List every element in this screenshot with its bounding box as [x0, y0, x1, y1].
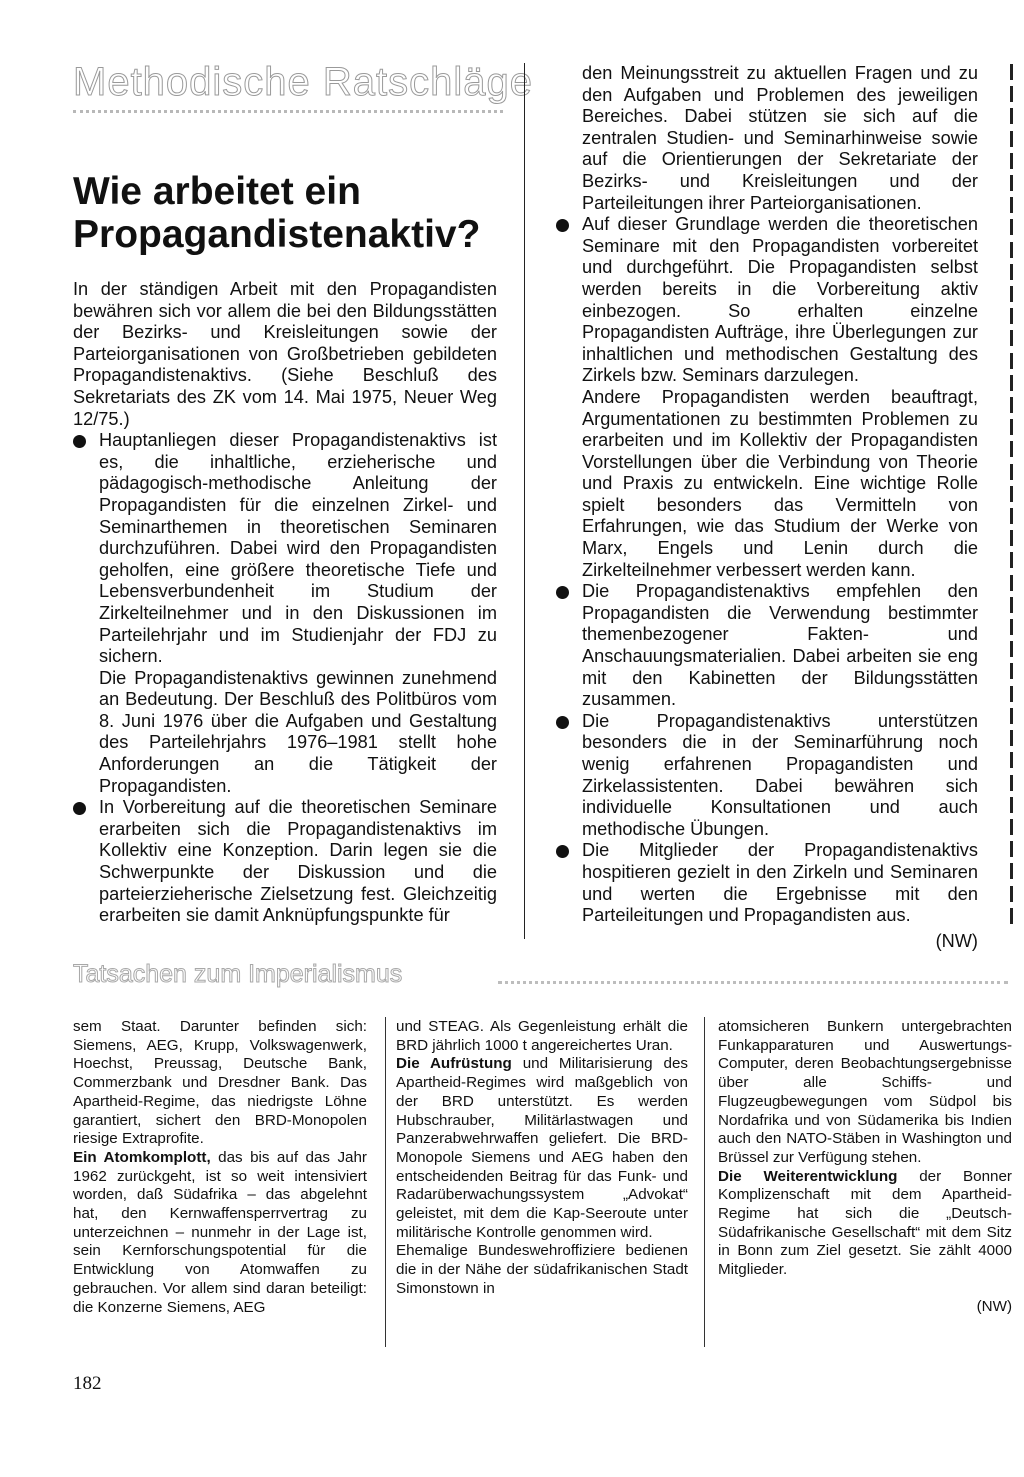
- paragraph: Die Propagandistenaktivs gewinnen zunehmend an Bedeutung. Der Beschluß des Politbüros vom 8. Juni 1976 über die Aufgaben und Gestaltung des Parteilehrjahrs 1976–1981 stellt hohe Anforderungen an die Tätigkeit der Propagandisten.: [99, 667, 497, 796]
- left-column: [73, 279, 497, 927]
- bottom-column-1: [73, 1018, 367, 1317]
- bullet-paragraph: Die Propagandistenaktivs unterstützen besonders die in der Seminarführung noch wenig erfahrenen Propagandisten und Zirkelassistenten. Dabei bewähren sich individuelle Konsultationen und auch methodische Übungen.: [556, 711, 978, 841]
- paragraph-text: der Bonner Komplizenschaft mit dem Apartheid-Regime hat sich die „Deutsch-Südafrikanische Gesellschaft“ mit dem Sitz in Bonn zum Ziel gesetzt. Sie zählt 4000 Mitglieder.: [718, 1167, 1012, 1279]
- paragraph: und STEAG. Als Gegenleistung erhält die BRD jährlich 1000 t angereichertes Uran.: [396, 1018, 688, 1054]
- article-title: Wie arbeitet ein Propagandistenaktiv?: [73, 170, 481, 256]
- bold-lead: Die Aufrüstung: [396, 1055, 512, 1073]
- section-header: Methodische Ratschläge: [73, 60, 534, 104]
- section-header-rule: [73, 110, 503, 113]
- paragraph: Andere Propagandisten werden beauftragt, Argumentationen zu bestimmten Problemen zu erarbeiten und im Kollektiv der Propagandisten Vorstellungen über die Verbindung von Theorie und Praxis zu entwickeln. Eine wichtige Rolle spielt besonders das Vermitteln von Erfahrungen, wie das Studium der Werke von Marx, Engels und Lenin durch die Zirkelteilnehmer verbessert werden kann.: [582, 386, 978, 580]
- margin-marks: [1004, 64, 1018, 924]
- signature: (NW): [935, 930, 978, 951]
- bottom-section-rule: [498, 981, 1008, 984]
- paragraph: [73, 1149, 367, 1317]
- paragraph-text: das bis auf das Jahr 1962 zurückgeht, ist so weit intensiviert worden, daß Südafrika – das abgelehnt hat, den Kernwaffensperrvertrag zu unterzeichnen – nunmehr in der Lage ist, sein Kernforschungspotential für die Entwicklung von Atomwaffen zu gebrauchen. Vor allem sind daran beteiligt: die Konzerne Siemens, AEG: [73, 1148, 367, 1316]
- bullet-paragraph: Die Propagandistenaktivs empfehlen den Propagandisten die Verwendung bestimmter themenbezogener Fakten- und Anschauungsmaterialien. Dabei arbeiten sie eng mit den Kabinetten der Bildungsstätten zusammen.: [556, 581, 978, 711]
- signature: (NW): [976, 1297, 1012, 1315]
- bullet-paragraph: Auf dieser Grundlage werden die theoretischen Seminare mit den Propagandisten vorbereitet und durchgeführt. Die Propagandisten selbst werden bereits in die Vorbereitung aktiv einbezogen. So erhalten einzelne Propagandisten Aufträge, ihre Überlegungen zur inhaltlichen und methodischen Gestaltung des Zirkels bzw. Seminars darzulegen.: [556, 214, 978, 387]
- bold-lead: Die Weiterentwicklung: [718, 1167, 898, 1185]
- right-column: [556, 63, 978, 952]
- bottom-section-header: Tatsachen zum Imperialismus: [73, 960, 403, 988]
- bullet-paragraph: In Vorbereitung auf die theoretischen Seminare erarbeiten sich die Propagandistenaktivs im Kollektiv eine Konzeption. Darin legen sie die Schwerpunkte der Diskussion und die parteierzieherische Zielsetzung fest. Gleichzeitig erarbeiten sie damit Anknüpfungspunkte für: [73, 797, 497, 927]
- paragraph: sem Staat. Darunter befinden sich: Siemens, AEG, Krupp, Volkswagenwerk, Hoechst, Preussag, Deutsche Bank, Commerzbank und Dresdner Bank. Das Apartheid-Regime, das niedrigste Löhne garantiert, sichert den BRD-Monopolen riesige Extraprofite.: [73, 1018, 367, 1148]
- paragraph: [718, 1168, 1012, 1280]
- paragraph: [396, 1055, 688, 1242]
- intro-paragraph: In der ständigen Arbeit mit den Propagandisten bewähren sich vor allem die bei den Bildungsstätten der Bezirks- und Kreisleitungen sowie der Parteiorganisationen von Großbetrieben gebildeten Propagandistenaktivs. (Siehe Beschluß des Sekretariats des ZK vom 14. Mai 1975, Neuer Weg 12/75.): [73, 279, 497, 429]
- column-divider: [704, 1017, 705, 1347]
- bullet-paragraph: Die Mitglieder der Propagandistenaktivs hospitieren gezielt in den Zirkeln und Seminaren und werten die Ergebnisse mit den Parteileitungen und Propagandisten aus.: [556, 840, 978, 926]
- bottom-column-3: [718, 1018, 1012, 1317]
- paragraph: atomsicheren Bunkern untergebrachten Funkapparaturen und Auswertungs-Computer, deren Beobachtungsergebnisse über alle Schiffs- und Flugzeugbewegungen vom Südpol bis Nordafrika und von Südamerika bis Indien auch den NATO-Stäben in Washington und Brüssel zur Verfügung stehen.: [718, 1018, 1012, 1166]
- bullet-paragraph: Hauptanliegen dieser Propagandistenaktivs ist es, die inhaltliche, erzieherische und pädagogisch-methodische Anleitung der Propagandisten für die einzelnen Zirkel- und Seminarthemen in theoretischen Seminaren durchzuführen. Dabei wird den Propagandisten geholfen, eine größere theoretische Tiefe und Lebensverbundenheit im Studium der Zirkelteilnehmer und in den Diskussionen im Parteilehrjahr und im Studienjahr der FDJ zu sichern.: [73, 430, 497, 668]
- column-divider: [385, 1017, 386, 1347]
- paragraph: Ehemalige Bundeswehroffiziere bedienen die in der Nähe der südafrikanischen Stadt Simonstown in: [396, 1242, 688, 1297]
- bottom-column-2: [396, 1018, 688, 1299]
- bold-lead: Ein Atomkomplott,: [73, 1148, 211, 1166]
- column-divider: [524, 63, 525, 939]
- page-number: 182: [73, 1373, 102, 1394]
- paragraph-text: und Militarisierung des Apartheid-Regimes wird maßgeblich von der BRD unterstützt. Es werden Hubschrauber, Militärlastwagen und Panzerabwehrwaffen geliefert. Die BRD-Monopole Siemens und AEG haben den entscheidenden Beitrag für das Funk- und Radarüberwachungssystem „Advokat“ geleistet, mit dem die Kap-Seeroute unter militärische Kontrolle genommen wird.: [396, 1055, 688, 1241]
- paragraph: den Meinungsstreit zu aktuellen Fragen und zu den Aufgaben und Problemen des jeweiligen Bereiches. Dabei stützen sie sich auf die zentralen Studien- und Seminarhinweise sowie auf die Orientierungen der Sekretariate der Bezirks- und Kreisleitungen und der Parteileitungen ihrer Parteiorganisationen.: [582, 63, 978, 213]
